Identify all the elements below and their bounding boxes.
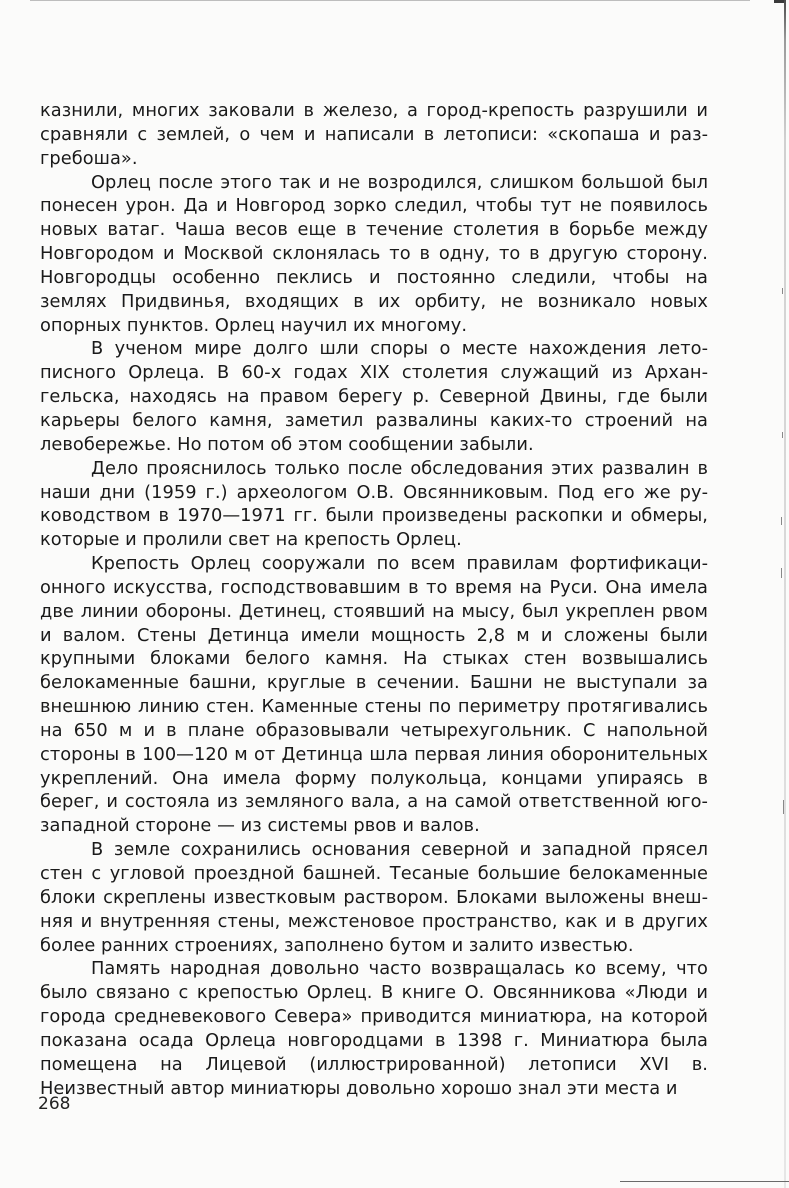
paragraph-7: Память народная довольно часто возвращалась ко всему, что было связано с крепостью Орлец. В книге О. Овсянникова «Люди и города средневекового Севера» приводится миниатюра, на которой показана осада Орлеца новгородцами в 1398 г. Миниатюра была помещена на Лицевой (иллюстрированной) летописи XVI в. Неизвестный автор миниатюры довольно хорошо знал эти места и <box>40 958 708 1099</box>
page-right-edge <box>784 0 786 1188</box>
margin-mark <box>782 432 783 438</box>
paragraph-5: Крепость Орлец сооружали по всем правилам фортификационного искусства, господствовавшим в то время на Руси. Она имела две линии обороны. Детинец, стоявший на мысу, был укреплен рвом и валом. Стены Детинца имели мощность 2,8 м и сложены были крупными блоками белого камня. На стыках стен возвышались белокаменные башни, круглые в сечении. Башни не выступали за внешнюю линию стен. Каменные стены по периметру протягивались на 650 м и в плане образовывали четырехугольник. С напольной стороны в 100—120 м от Детинца шла первая линия оборонительных укреплений. Она имела форму полукольца, концами упираясь в берег, и состояла из земляного вала, а на самой ответственной юго-западной стороне — из системы рвов и валов. <box>40 553 708 837</box>
page-top-edge <box>30 0 750 7</box>
margin-mark <box>782 288 783 294</box>
page-number: 268 <box>38 1094 71 1114</box>
paragraph-6: В земле сохранились основания северной и западной прясел стен с угловой проездной башней. Тесаные большие белокаменные блоки скреплены известковым раствором. Блоками выложены внешняя и внутренняя стены, межстеновое пространство, как и в других более ранних строениях, заполнено бутом и залито известью. <box>40 839 708 956</box>
body-text <box>40 99 708 1100</box>
paragraph-1: казнили, многих заковали в железо, а город-крепость разрушили и сравняли с землей, о чем и написали в летописи: «скопаша и разгребоша». <box>40 100 708 169</box>
page-corner-mark <box>774 0 784 3</box>
page-bottom-edge <box>620 1181 789 1182</box>
paragraph-2: Орлец после этого так и не возродился, слишком большой был понесен урон. Да и Новгород зорко следил, чтобы тут не появилось новых ватаг. Чаша весов еще в течение столетия в борьбе между Новгородом и Москвой склонялась то в одну, то в другую сторону. Новгородцы особенно пеклись и постоянно следили, чтобы на землях Придвинья, входящих в их орбиту, не возникало новых опорных пунктов. Орлец научил их многому. <box>40 171 708 336</box>
paragraph-4: Дело прояснилось только после обследования этих развалин в наши дни (1959 г.) археологом О.В. Овсянниковым. Под его же руководством в 1970—1971 гг. были произведены раскопки и обмеры, которые и пролили свет на крепость Орлец. <box>40 457 708 551</box>
margin-mark <box>781 568 782 578</box>
paragraph-3: В ученом мире долго шли споры о месте нахождения летописного Орлеца. В 60-х годах XIX столетия служащий из Архангельска, находясь на правом берегу р. Северной Двины, где были карьеры белого камня, заметил развалины каких-то строений на левобережье. Но потом об этом сообщении забыли. <box>40 338 708 455</box>
margin-mark <box>781 517 782 525</box>
margin-mark <box>783 800 784 814</box>
